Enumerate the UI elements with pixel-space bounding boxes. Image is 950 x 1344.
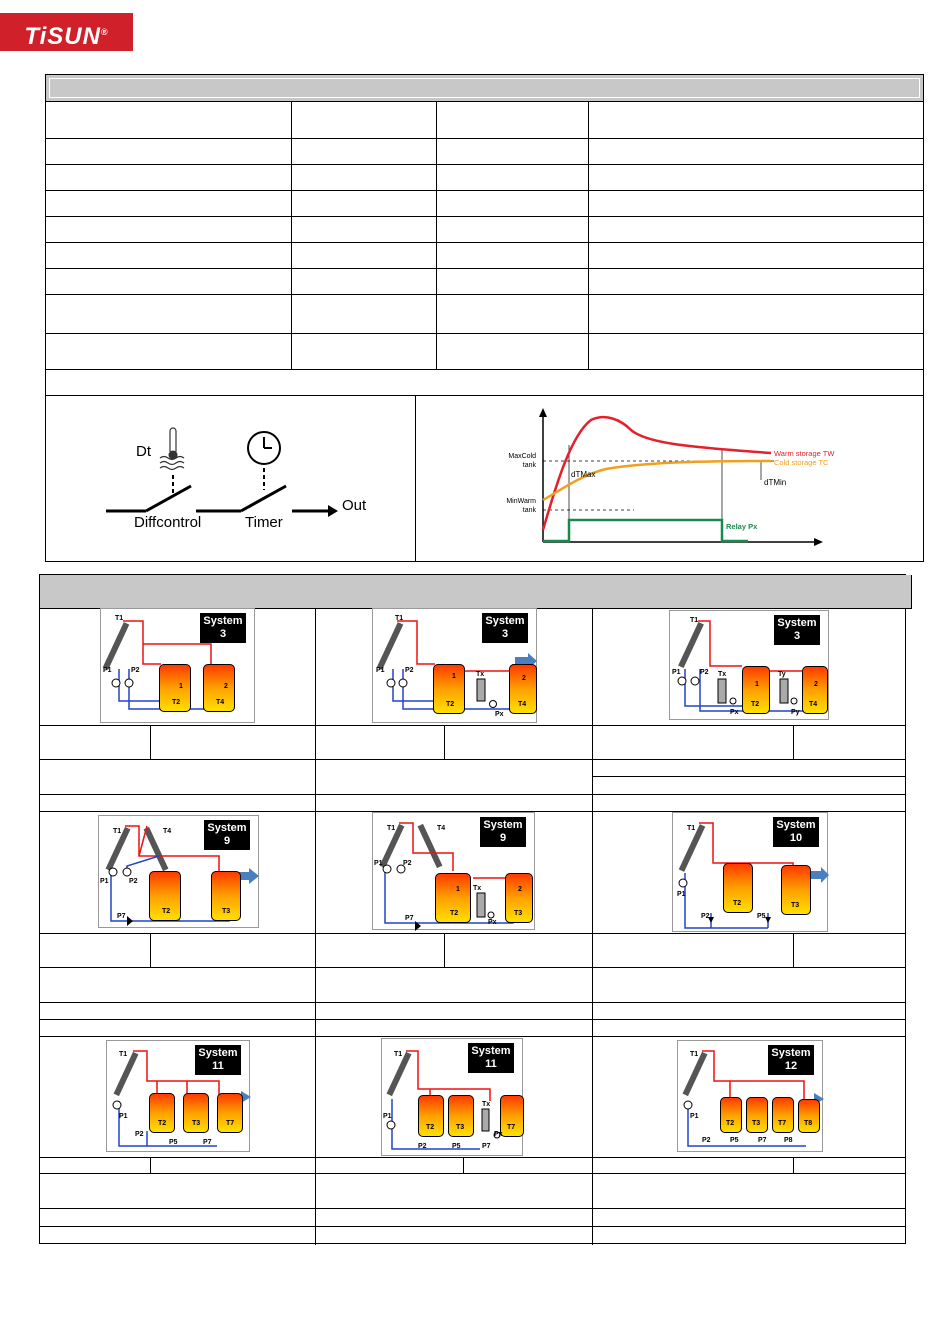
storage-tank bbox=[781, 865, 811, 915]
sensor-label: 1 bbox=[755, 681, 759, 688]
minwarm-label-tank: tank bbox=[522, 507, 536, 514]
table-divider bbox=[40, 725, 905, 726]
sensor-label: P5 bbox=[169, 1139, 178, 1146]
system-diagram-5 bbox=[372, 812, 535, 930]
sensor-label: T3 bbox=[791, 902, 800, 909]
sensor-label: P7 bbox=[758, 1137, 767, 1144]
sensor-label: P2 bbox=[700, 669, 709, 676]
table-divider bbox=[46, 395, 923, 396]
table-divider bbox=[46, 216, 923, 217]
sensor-label: P1 bbox=[100, 878, 109, 885]
table-divider bbox=[793, 1157, 794, 1173]
sensor-label: P2 bbox=[131, 667, 140, 674]
sensor-label: P8 bbox=[784, 1137, 793, 1144]
sensor-label: T1 bbox=[113, 828, 122, 835]
storage-tank bbox=[217, 1093, 243, 1133]
sensor-label: P1 bbox=[690, 1113, 699, 1120]
table-divider bbox=[40, 759, 905, 760]
system-diagram-1 bbox=[100, 608, 255, 723]
storage-tank bbox=[203, 664, 235, 712]
out-label: Out bbox=[342, 497, 367, 514]
sensor-label: T8 bbox=[804, 1120, 813, 1127]
sensor-label: T7 bbox=[507, 1124, 516, 1131]
system-badge: System 3 bbox=[482, 613, 528, 643]
storage-tank bbox=[772, 1097, 794, 1133]
storage-tank bbox=[720, 1097, 742, 1133]
sensor-label: Px bbox=[730, 709, 739, 716]
storage-tank bbox=[448, 1095, 474, 1137]
system-badge: System 10 bbox=[773, 817, 819, 847]
sensor-label: T2 bbox=[158, 1120, 167, 1127]
sensor-label: Tx bbox=[718, 671, 727, 678]
sensor-label: T2 bbox=[726, 1120, 735, 1127]
system-diagram-6 bbox=[672, 812, 828, 932]
table-divider bbox=[588, 102, 589, 369]
sensor-label: T1 bbox=[690, 617, 699, 624]
table-divider bbox=[415, 395, 416, 561]
sensor-label: T2 bbox=[426, 1124, 435, 1131]
sensor-label: Tx bbox=[482, 1101, 491, 1108]
sensor-label: Tx bbox=[473, 885, 482, 892]
sensor-label: T2 bbox=[172, 699, 181, 706]
storage-tank bbox=[435, 873, 471, 923]
table-divider bbox=[463, 1157, 464, 1173]
table-divider bbox=[40, 967, 905, 968]
table-divider bbox=[46, 190, 923, 191]
maxcold-label-tank: tank bbox=[522, 462, 536, 469]
minwarm-label: MinWarm bbox=[506, 498, 536, 505]
system-badge: System 9 bbox=[204, 820, 250, 850]
sensor-label: T2 bbox=[733, 900, 742, 907]
storage-tank bbox=[742, 666, 770, 714]
table-divider bbox=[40, 1208, 905, 1209]
storage-tank bbox=[418, 1095, 444, 1137]
system-diagram-8 bbox=[381, 1038, 523, 1156]
storage-tank bbox=[433, 664, 465, 714]
storage-tank bbox=[746, 1097, 768, 1133]
sensor-label: T3 bbox=[752, 1120, 761, 1127]
sensor-label: 1 bbox=[456, 886, 460, 893]
sensor-label: T4 bbox=[437, 825, 446, 832]
table-divider bbox=[40, 933, 905, 934]
system-badge: System 12 bbox=[768, 1045, 814, 1075]
table-divider bbox=[46, 268, 923, 269]
storage-tank bbox=[149, 871, 181, 921]
storage-tank bbox=[211, 871, 241, 921]
system-badge: System 11 bbox=[468, 1043, 514, 1073]
sensor-label: P2 bbox=[702, 1137, 711, 1144]
sensor-label: P1 bbox=[383, 1113, 392, 1120]
timer-label: Timer bbox=[245, 514, 283, 531]
sensor-label: T4 bbox=[518, 701, 527, 708]
table-divider bbox=[40, 1002, 905, 1003]
sensor-label: P2 bbox=[129, 878, 138, 885]
storage-tank bbox=[723, 863, 753, 913]
table-divider bbox=[315, 609, 316, 1245]
sensor-label: Px bbox=[488, 919, 497, 926]
sensor-label: T7 bbox=[226, 1120, 235, 1127]
sensor-label: Py bbox=[791, 709, 800, 716]
table-divider bbox=[436, 102, 437, 369]
sensor-label: T1 bbox=[395, 615, 404, 622]
storage-tank bbox=[505, 873, 533, 923]
system-badge: System 3 bbox=[200, 613, 246, 643]
sensor-label: T1 bbox=[387, 825, 396, 832]
system-diagram-2 bbox=[372, 608, 537, 723]
thermometer-icon bbox=[160, 428, 184, 470]
table-divider bbox=[40, 1036, 905, 1037]
sensor-label: T1 bbox=[119, 1051, 128, 1058]
system-diagram-9 bbox=[677, 1040, 823, 1152]
table-divider bbox=[40, 1157, 905, 1158]
sensor-label: 2 bbox=[814, 681, 818, 688]
table-divider bbox=[46, 138, 923, 139]
sensor-label: P2 bbox=[135, 1131, 144, 1138]
table-divider bbox=[444, 933, 445, 967]
table-divider bbox=[46, 369, 923, 370]
sensor-label: T7 bbox=[778, 1120, 787, 1127]
sensor-label: P2 bbox=[403, 860, 412, 867]
sensor-label: P2 bbox=[405, 667, 414, 674]
maxcold-label: MaxCold bbox=[508, 453, 536, 460]
sensor-label: P1 bbox=[672, 669, 681, 676]
storage-tank bbox=[798, 1099, 820, 1133]
sensor-label: T3 bbox=[192, 1120, 201, 1127]
sensor-label: P7 bbox=[203, 1139, 212, 1146]
sensor-label: T3 bbox=[456, 1124, 465, 1131]
sensor-label: P1 bbox=[374, 860, 383, 867]
table-divider bbox=[46, 294, 923, 295]
sensor-label: Tx bbox=[476, 671, 485, 678]
table-divider bbox=[40, 794, 905, 795]
sensor-label: 1 bbox=[452, 673, 456, 680]
storage-tank bbox=[802, 666, 828, 714]
sensor-label: T4 bbox=[163, 828, 172, 835]
sensor-label: P7 bbox=[482, 1143, 491, 1150]
relay-legend: Relay Px bbox=[726, 522, 758, 531]
system-diagram-7 bbox=[106, 1040, 250, 1152]
sensor-label: T1 bbox=[687, 825, 696, 832]
diffcontrol-label: Diffcontrol bbox=[134, 514, 202, 531]
sensor-label: P5 bbox=[757, 913, 766, 920]
storage-tank bbox=[149, 1093, 175, 1133]
table-divider bbox=[40, 1226, 905, 1227]
storage-tank bbox=[183, 1093, 209, 1133]
cold-legend: Cold storage TC bbox=[774, 458, 829, 467]
storage-tank bbox=[509, 664, 537, 714]
systems-table-header bbox=[40, 575, 912, 609]
sensor-label: 2 bbox=[224, 683, 228, 690]
sensor-label: P5 bbox=[452, 1143, 461, 1150]
sensor-label: T3 bbox=[222, 908, 231, 915]
sensor-label: P1 bbox=[376, 667, 385, 674]
sensor-label: P5 bbox=[730, 1137, 739, 1144]
sensor-label: 1 bbox=[179, 683, 183, 690]
table-divider bbox=[793, 933, 794, 967]
sensor-label: P1 bbox=[119, 1113, 128, 1120]
sensor-label: P2 bbox=[701, 913, 710, 920]
sensor-label: Px bbox=[495, 711, 504, 718]
storage-tank bbox=[500, 1095, 524, 1137]
sensor-label: T1 bbox=[690, 1051, 699, 1058]
sensor-label: Px bbox=[494, 1131, 503, 1138]
table-divider bbox=[40, 1173, 905, 1174]
sensor-label: T4 bbox=[216, 699, 225, 706]
sensor-label: T1 bbox=[115, 615, 124, 622]
sensor-label: T2 bbox=[446, 701, 455, 708]
system-badge: System 9 bbox=[480, 817, 526, 847]
storage-chart bbox=[486, 405, 906, 555]
table-divider bbox=[40, 1019, 905, 1020]
relay-line bbox=[543, 520, 748, 541]
sensor-label: 2 bbox=[522, 675, 526, 682]
table-divider bbox=[46, 242, 923, 243]
table-divider bbox=[291, 102, 292, 369]
system-diagram-3 bbox=[669, 610, 829, 720]
sensor-label: T3 bbox=[514, 910, 523, 917]
cold-storage-line bbox=[543, 461, 771, 500]
sensor-label: P7 bbox=[117, 913, 126, 920]
system-diagram-4 bbox=[98, 815, 259, 928]
function-table-header bbox=[46, 75, 923, 102]
table-divider bbox=[444, 725, 445, 759]
sensor-label: Ty bbox=[778, 671, 786, 678]
system-badge: System 3 bbox=[774, 615, 820, 645]
sensor-label: T2 bbox=[751, 701, 760, 708]
table-divider bbox=[150, 933, 151, 967]
sensor-label: P1 bbox=[677, 891, 686, 898]
sensor-label: T2 bbox=[162, 908, 171, 915]
table-divider bbox=[46, 333, 923, 334]
tisun-logo: TiSUN® bbox=[0, 13, 133, 51]
sensor-label: P7 bbox=[405, 915, 414, 922]
table-divider bbox=[150, 725, 151, 759]
table-divider bbox=[46, 164, 923, 165]
table-divider bbox=[592, 776, 905, 777]
dt-label: Dt bbox=[136, 443, 151, 460]
sensor-label: T4 bbox=[809, 701, 818, 708]
storage-tank bbox=[159, 664, 191, 712]
clock-icon bbox=[248, 432, 280, 464]
system-badge: System 11 bbox=[195, 1045, 241, 1075]
dtmax-label: dTMax bbox=[571, 470, 596, 479]
sensor-label: T1 bbox=[394, 1051, 403, 1058]
table-divider bbox=[150, 1157, 151, 1173]
sensor-label: 2 bbox=[518, 886, 522, 893]
sensor-label: P1 bbox=[103, 667, 112, 674]
table-divider bbox=[793, 725, 794, 759]
sensor-label: T2 bbox=[450, 910, 459, 917]
sensor-label: P2 bbox=[418, 1143, 427, 1150]
dtmin-label: dTMin bbox=[764, 478, 787, 487]
table-divider bbox=[592, 609, 593, 1245]
warm-legend: Warm storage TW bbox=[774, 449, 835, 458]
function-table bbox=[45, 74, 924, 562]
